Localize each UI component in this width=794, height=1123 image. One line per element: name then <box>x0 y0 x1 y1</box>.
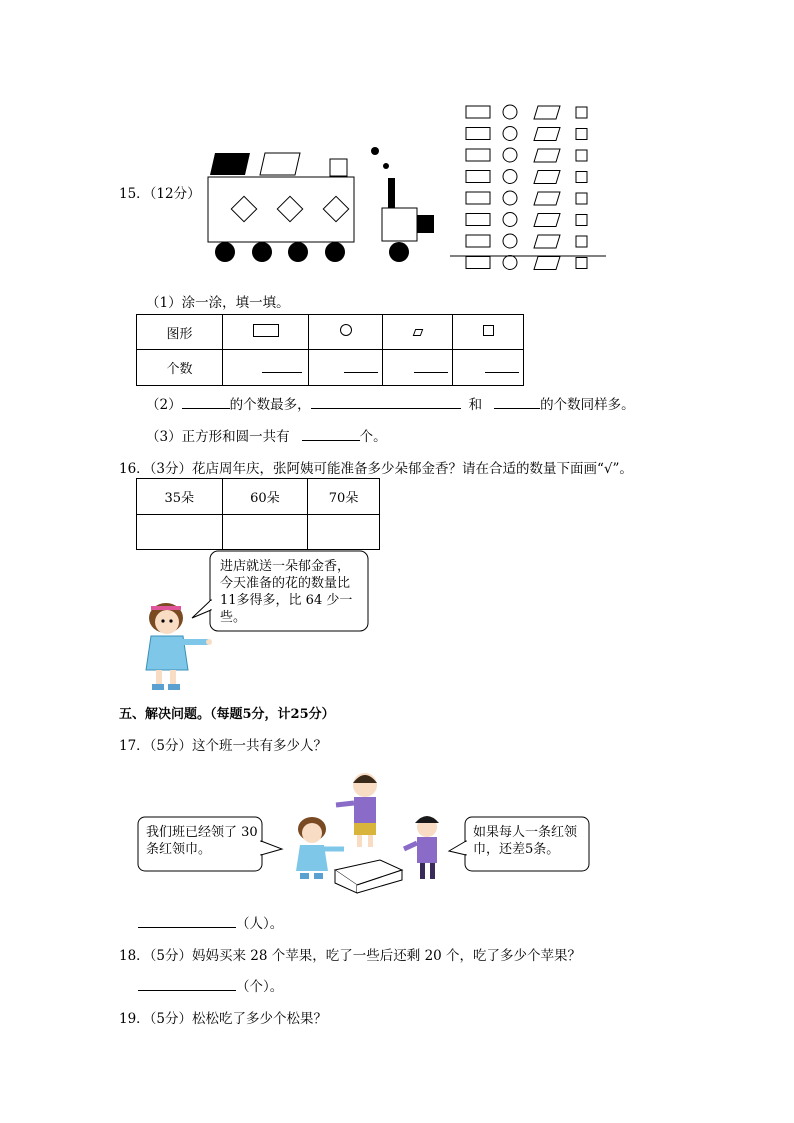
tally-circle[interactable] <box>503 170 517 184</box>
tally-rectangle[interactable] <box>466 235 490 247</box>
girl-headband <box>151 606 181 610</box>
tally-circle[interactable] <box>503 148 517 162</box>
tally-square[interactable] <box>576 215 587 226</box>
train-wheel-2 <box>252 242 272 262</box>
q17-right-bubble-text: 如果每人一条红领巾，还差5条。 <box>473 825 578 857</box>
train-small-square-top <box>330 159 347 176</box>
children-with-box-illustration <box>290 765 460 890</box>
tally-square[interactable] <box>576 129 587 140</box>
tally-parallelogram[interactable] <box>534 192 560 205</box>
option-label: 70朵 <box>308 479 380 515</box>
q18-label: 18．（5分）妈妈买来 28 个苹果，吃了一些后还剩 20 个，吃了多少个苹果？ <box>119 948 582 964</box>
train-black-parallelogram <box>210 153 250 175</box>
count-input-square[interactable] <box>453 350 524 386</box>
boy-leg <box>368 835 373 847</box>
tally-rectangle[interactable] <box>466 257 490 269</box>
boy-arm <box>336 803 354 805</box>
answer-blank-same-1[interactable] <box>311 395 461 409</box>
tally-rectangle[interactable] <box>466 192 490 204</box>
tally-square[interactable] <box>576 150 587 161</box>
girl-hand <box>206 639 212 645</box>
option-label: 35朵 <box>137 479 223 515</box>
train-wheel-4 <box>325 242 345 262</box>
train-wheel-1 <box>215 242 235 262</box>
table-header-shape: 图形 <box>137 315 223 350</box>
q16-label: 16．（3分）花店周年庆，张阿姨可能准备多少朵郁金香？请在合适的数量下面画“√”。 <box>119 461 633 477</box>
boy-leg <box>357 835 362 847</box>
train-white-parallelogram <box>260 153 300 175</box>
locomotive-body <box>382 208 417 241</box>
girl-leg <box>156 670 162 684</box>
table-cell-square <box>453 315 524 350</box>
q17-answer <box>138 912 283 932</box>
square-icon <box>483 325 494 336</box>
tally-circle[interactable] <box>503 213 517 227</box>
q17-label: 17．（5分）这个班一共有多少人？ <box>119 738 328 754</box>
table-header-count: 个数 <box>137 350 223 386</box>
boy-shorts <box>354 823 376 835</box>
girl-shoe <box>152 684 164 690</box>
tally-parallelogram[interactable] <box>534 235 560 248</box>
tally-rectangle[interactable] <box>466 128 490 140</box>
q17-answer-unit: （人）。 <box>236 916 284 932</box>
tally-square[interactable] <box>576 107 587 118</box>
tally-square[interactable] <box>576 236 587 247</box>
option-check-cell[interactable] <box>222 515 308 550</box>
girl2-body <box>296 845 328 871</box>
girl3-arm <box>404 843 417 849</box>
girl-eye <box>169 619 172 622</box>
girl-leg <box>170 670 176 684</box>
shape-tally-chart[interactable] <box>448 100 618 280</box>
answer-blank-most[interactable] <box>182 395 230 409</box>
option-label: 60朵 <box>222 479 308 515</box>
count-input-parallelogram[interactable] <box>382 350 453 386</box>
tally-rectangle[interactable] <box>466 149 490 161</box>
girl3-body <box>417 837 437 863</box>
girl2-face <box>302 823 322 843</box>
tally-parallelogram[interactable] <box>534 171 560 184</box>
q17-answer-blank[interactable] <box>138 914 236 928</box>
train-illustration <box>200 145 440 270</box>
tally-circle[interactable] <box>503 234 517 248</box>
boy-body <box>354 797 376 823</box>
option-check-cell[interactable] <box>137 515 223 550</box>
girl2-shoe <box>314 873 323 879</box>
locomotive-chimney <box>388 178 395 208</box>
tally-parallelogram[interactable] <box>534 106 560 119</box>
smoke-dot-2 <box>383 163 389 169</box>
q15-sub3 <box>146 425 387 445</box>
table-cell-circle <box>309 315 383 350</box>
shape-count-table <box>136 314 524 386</box>
train-wheel-3 <box>288 242 308 262</box>
count-input-rectangle[interactable] <box>222 350 308 386</box>
tally-circle[interactable] <box>503 105 517 119</box>
tally-parallelogram[interactable] <box>534 257 560 270</box>
tally-square[interactable] <box>576 258 587 269</box>
table-cell-parallelogram <box>382 315 453 350</box>
girl-eye <box>161 619 164 622</box>
circle-icon <box>340 324 352 336</box>
q18-answer-unit: （个）。 <box>236 979 284 995</box>
q15-label: 15．（12分） <box>119 186 201 202</box>
q15-sub3-prefix: （3）正方形和圆一共有 <box>146 429 290 445</box>
smoke-dot-1 <box>371 147 379 155</box>
q15-sub1: （1）涂一涂，填一填。 <box>146 295 290 311</box>
girl3-hair <box>415 816 439 823</box>
girl-face <box>155 610 179 634</box>
answer-blank-same-2[interactable] <box>494 395 540 409</box>
tally-circle[interactable] <box>503 256 517 270</box>
q15-sub2-and: 和 <box>468 397 483 413</box>
tally-rectangle[interactable] <box>466 106 490 118</box>
q16-bubble-text: 进店就送一朵郁金香，今天准备的花的数量比 11多得多，比 64 少一些。 <box>220 559 353 625</box>
count-input-circle[interactable] <box>309 350 383 386</box>
option-check-cell[interactable] <box>308 515 380 550</box>
locomotive-front <box>417 215 434 233</box>
girl3-leg <box>430 863 435 879</box>
tally-circle[interactable] <box>503 191 517 205</box>
tally-square[interactable] <box>576 193 587 204</box>
q17-left-bubble-text: 我们班已经领了 30条红领巾。 <box>146 825 258 857</box>
tulip-options-table <box>136 478 380 550</box>
tally-circle[interactable] <box>503 127 517 141</box>
q18-answer <box>138 975 283 995</box>
girl-shoe <box>168 684 180 690</box>
parallelogram-icon <box>412 329 423 336</box>
tally-square[interactable] <box>576 172 587 183</box>
tally-parallelogram[interactable] <box>534 149 560 162</box>
section5-title: 五、解决问题。（每题5分，计25分） <box>119 707 335 722</box>
answer-blank-total[interactable] <box>302 427 360 441</box>
tally-rectangle[interactable] <box>466 171 490 183</box>
q15-sub2 <box>146 393 635 413</box>
tally-rectangle[interactable] <box>466 214 490 226</box>
q15-sub2-most: 的个数最多， <box>229 397 311 413</box>
q15-sub2-same: 的个数同样多。 <box>540 397 635 413</box>
q15-sub2-prefix: （2） <box>146 397 182 413</box>
q19-label: 19．（5分）松松吃了多少个松果？ <box>119 1011 328 1027</box>
tally-parallelogram[interactable] <box>534 214 560 227</box>
girl3-leg <box>420 863 425 879</box>
locomotive-wheel <box>389 242 409 262</box>
boy-hair <box>353 775 377 783</box>
rectangle-icon <box>253 324 279 337</box>
q18-answer-blank[interactable] <box>138 977 236 991</box>
q15-sub3-unit: 个。 <box>359 429 387 445</box>
tally-parallelogram[interactable] <box>534 128 560 141</box>
girl2-shoe <box>300 873 309 879</box>
girl-body <box>146 636 188 670</box>
table-cell-rectangle <box>222 315 308 350</box>
